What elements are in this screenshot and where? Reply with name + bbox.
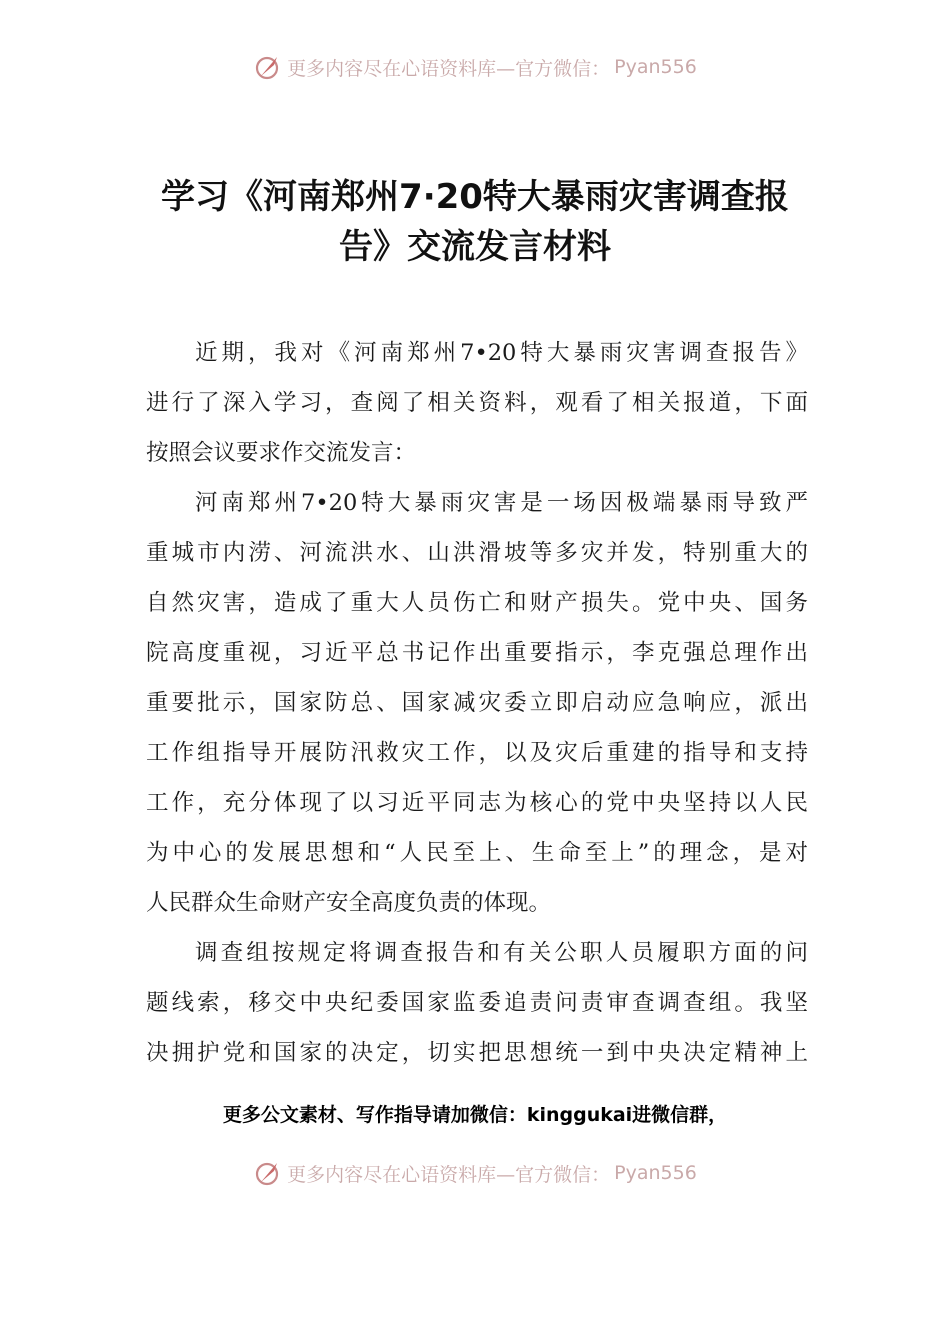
watermark-text: 更多内容尽在心语资料库—官方微信： — [287, 1163, 611, 1186]
watermark-handle: Pyan556 — [614, 1162, 697, 1184]
paragraph-disaster-overview — [146, 478, 808, 928]
paragraph-investigation — [146, 928, 808, 1078]
quill-logo-icon — [253, 52, 283, 82]
text-line: 院高度重视，习近平总书记作出重要指示，李克强总理作出 — [146, 640, 808, 666]
watermark-header — [0, 52, 950, 82]
paragraph-intro — [146, 328, 808, 478]
quill-logo-icon — [253, 1158, 283, 1188]
text-line: 人民群众生命财产安全高度负责的体现。 — [146, 890, 552, 916]
text-line: 近期，我对《河南郑州7•20特大暴雨灾害调查报告》 — [195, 340, 808, 366]
title-line: 告》交流发言材料 — [339, 227, 611, 267]
text-line: 为中心的发展思想和“人民至上、生命至上”的理念，是对 — [146, 840, 808, 866]
text-line: 自然灾害，造成了重大人员伤亡和财产损失。党中央、国务 — [146, 590, 808, 616]
text-line: 河南郑州7•20特大暴雨灾害是一场因极端暴雨导致严 — [195, 490, 808, 516]
document-body — [146, 328, 808, 1078]
watermark-handle: Pyan556 — [614, 56, 697, 78]
watermark-text: 更多内容尽在心语资料库—官方微信： — [287, 57, 611, 80]
document-title — [140, 172, 810, 272]
text-line: 工作，充分体现了以习近平同志为核心的党中央坚持以人民 — [146, 790, 808, 816]
text-line: 进行了深入学习，查阅了相关资料，观看了相关报道，下面 — [146, 390, 808, 416]
text-line: 重城市内涝、河流洪水、山洪滑坡等多灾并发，特别重大的 — [146, 540, 808, 566]
text-line: 工作组指导开展防汛救灾工作，以及灾后重建的指导和支持 — [146, 740, 808, 766]
watermark-footer — [0, 1158, 950, 1188]
text-line: 按照会议要求作交流发言： — [146, 440, 417, 466]
footer-promo-note: 更多公文素材、写作指导请加微信：kinggukai进微信群， — [222, 1104, 728, 1126]
text-line: 调查组按规定将调查报告和有关公职人员履职方面的问 — [195, 940, 808, 966]
text-line: 重要批示，国家防总、国家减灾委立即启动应急响应，派出 — [146, 690, 808, 716]
text-line: 决拥护党和国家的决定，切实把思想统一到中央决定精神上 — [146, 1040, 808, 1066]
title-line: 学习《河南郑州7·20特大暴雨灾害调查报 — [161, 177, 789, 217]
text-line: 题线索，移交中央纪委国家监委追责问责审查调查组。我坚 — [146, 990, 808, 1016]
